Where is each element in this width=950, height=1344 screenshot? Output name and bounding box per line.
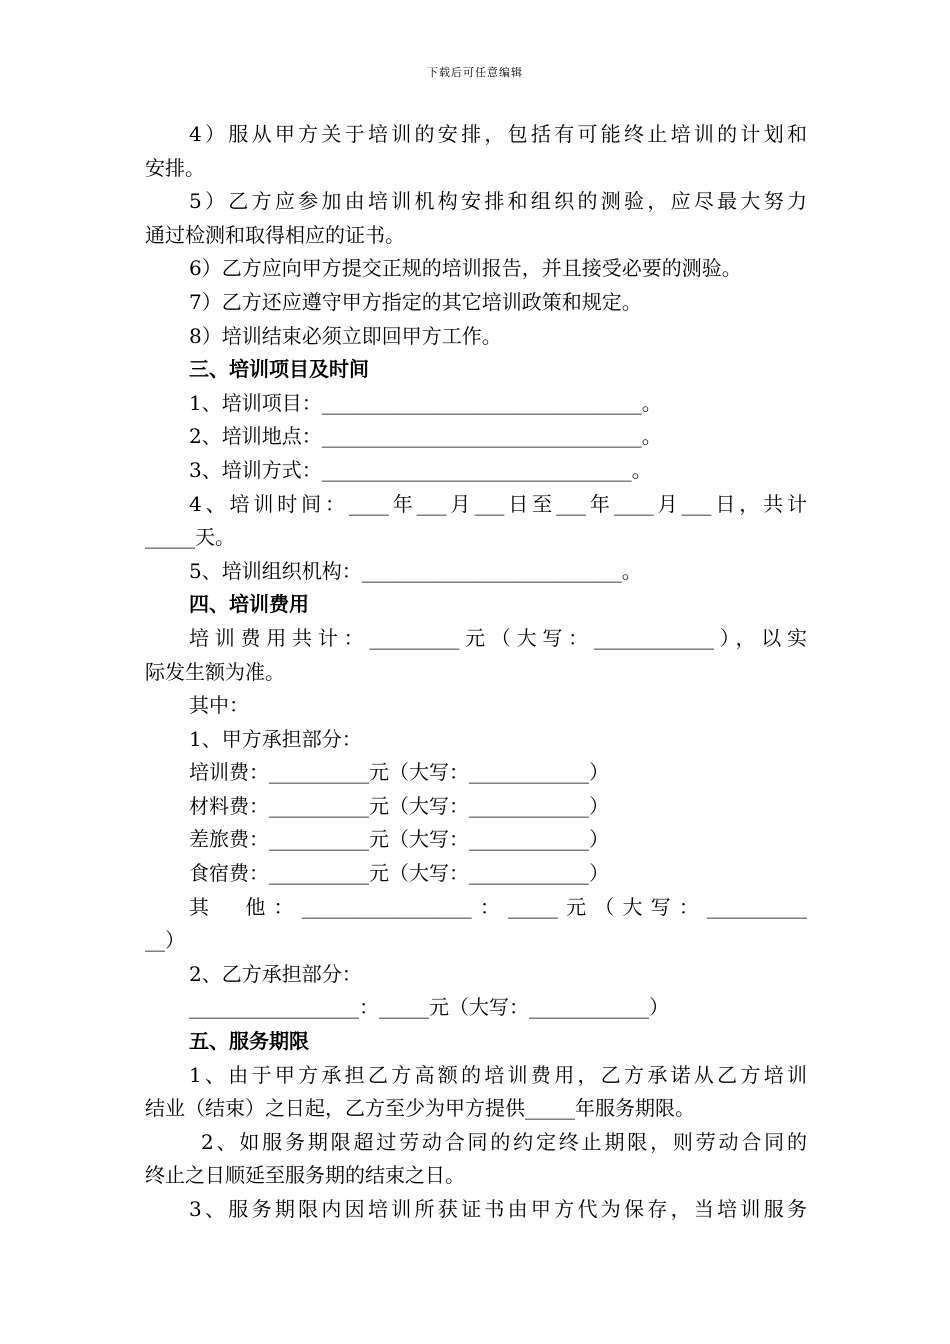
clause-6: 6）乙方应向甲方提交正规的培训报告，并且接受必要的测验。 xyxy=(189,256,742,281)
clause-8: 8）培训结束必须立即回甲方工作。 xyxy=(189,323,502,348)
clause-7: 7）乙方还应遵守甲方指定的其它培训政策和规定。 xyxy=(189,289,642,314)
other-fee-field-line-1: 其 他：_________________：_____元（大写：__________ xyxy=(189,894,807,919)
training-fee-field: 培训费：__________元（大写：____________） xyxy=(189,760,609,785)
party-b-fee-field: _________________：_____元（大写：____________） xyxy=(189,995,669,1020)
clause-4-line-1: 4）服从甲方关于培训的安排，包括有可能终止培训的计划和 xyxy=(189,122,807,146)
clause-5-line-1: 5）乙方应参加由培训机构安排和组织的测验，应尽最大努力 xyxy=(189,189,807,214)
other-fee-field-line-2: __） xyxy=(145,928,185,953)
clause-5-line-2: 通过检测和取得相应的证书。 xyxy=(145,222,405,247)
lodging-fee-field: 食宿费：__________元（大写：____________） xyxy=(189,861,609,886)
service-term-2-line-2: 终止之日顺延至服务期的结束之日。 xyxy=(145,1163,465,1188)
travel-fee-field: 差旅费：__________元（大写：____________） xyxy=(189,827,609,852)
among-label: 其中： xyxy=(189,693,249,718)
page-header: 下载后可任意编辑 xyxy=(427,66,523,79)
service-term-2-line-1: 2、如服务期限超过劳动合同的约定终止期限，则劳动合同的 xyxy=(201,1129,807,1154)
section-3-heading: 三、培训项目及时间 xyxy=(189,357,369,382)
service-term-3-line-1: 3、服务期限内因培训所获证书由甲方代为保存，当培训服务 xyxy=(189,1197,807,1221)
section-5-heading: 五、服务期限 xyxy=(189,1029,309,1054)
service-term-1-line-1: 1、由于甲方承担乙方高额的培训费用，乙方承诺从乙方培训 xyxy=(189,1062,807,1087)
training-item-field: 1、培训项目：________________________________。 xyxy=(189,390,662,415)
training-location-field: 2、培训地点：________________________________。 xyxy=(189,424,662,449)
party-a-share-label: 1、甲方承担部分： xyxy=(189,726,362,751)
total-cost-line-1: 培训费用共计：_________元（大写：____________），以实 xyxy=(189,625,807,650)
training-method-field: 3、培训方式：_______________________________。 xyxy=(189,457,652,482)
training-time-field: 4、培训时间：____年___月___日至___年____月___日，共计 xyxy=(189,491,807,516)
material-fee-field: 材料费：__________元（大写：____________） xyxy=(189,793,609,818)
clause-4-line-2: 安排。 xyxy=(145,155,205,180)
service-term-1-line-2: 结业（结束）之日起，乙方至少为甲方提供_____年服务期限。 xyxy=(145,1096,695,1121)
training-organizer-field: 5、培训组织机构：__________________________。 xyxy=(189,558,642,583)
party-b-share-label: 2、乙方承担部分： xyxy=(189,961,362,986)
total-cost-line-2: 际发生额为准。 xyxy=(145,659,285,684)
section-4-heading: 四、培训费用 xyxy=(189,592,309,617)
training-days-field: _____天。 xyxy=(145,525,235,550)
document-body xyxy=(145,118,807,1227)
